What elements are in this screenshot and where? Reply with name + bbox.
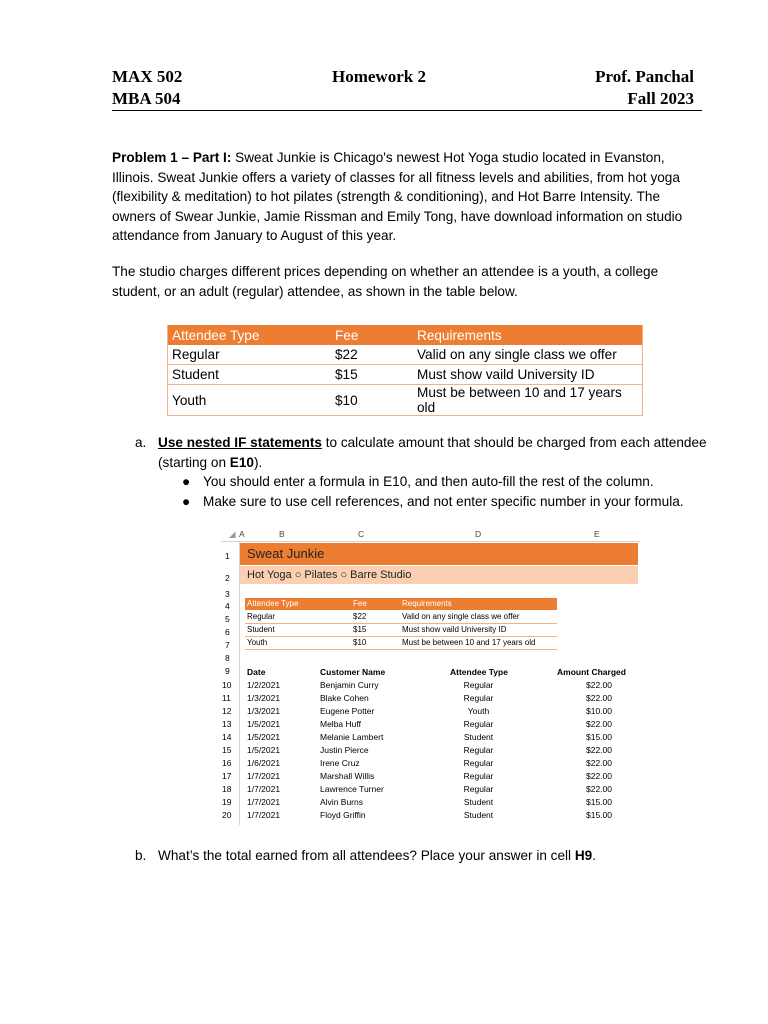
fee-cell: $10 <box>331 385 413 416</box>
row-number: 14 <box>222 732 232 742</box>
fee-header-requirements: Requirements <box>413 325 643 345</box>
data-cell: Justin Pierce <box>320 745 369 755</box>
column-header: B <box>279 529 285 539</box>
fee-header-type: Attendee Type <box>168 325 332 345</box>
task-a-text-2: ). <box>253 455 263 470</box>
data-cell: Alvin Burns <box>320 797 363 807</box>
data-cell: 1/3/2021 <box>247 706 281 716</box>
problem-intro <box>112 148 702 246</box>
sheet-fee-cell: Youth <box>247 638 268 647</box>
bullet-icon: ● <box>182 474 191 489</box>
problem-intro-text: Sweat Junkie is Chicago's newest Hot Yoga studio located in Evanston, Illinois. Sweat Junkie offers a variety of classes for all fitness levels and abilities, from hot yoga (flexibility & meditation) to hot pilates (strength & conditioning), and Hot Barre Intensity. The owners of Swear Junkie, Jamie Rissman and Emily Tong, have download information on studio attendance from January to August of this year. <box>112 150 683 243</box>
task-b-cell: H9 <box>574 848 593 863</box>
task-a-emphasis: Use nested IF statements <box>158 435 322 450</box>
data-cell: 1/7/2021 <box>247 810 281 820</box>
task-a <box>135 433 715 475</box>
data-cell: 1/7/2021 <box>247 784 281 794</box>
data-cell: Regular <box>463 758 494 768</box>
pricing-paragraph: The studio charges different prices depending on whether an attendee is a youth, a college student, or an adult (regular) attendee, as shown in the table below. <box>112 264 659 299</box>
task-b-text <box>158 846 718 866</box>
row-number: 8 <box>225 653 230 663</box>
fee-cell: Regular <box>168 345 332 365</box>
data-cell: Regular <box>463 771 494 781</box>
data-cell: Melanie Lambert <box>320 732 384 742</box>
document-title: Homework 2 <box>332 67 426 86</box>
sheet-fee-header-cell: Requirements <box>402 599 452 608</box>
fee-cell: Youth <box>168 385 332 416</box>
column-header: C <box>358 529 365 539</box>
data-cell: 1/7/2021 <box>247 797 281 807</box>
data-cell: Lawrence Turner <box>320 784 384 794</box>
row-number: 20 <box>222 810 232 820</box>
data-cell: Blake Cohen <box>320 693 369 703</box>
table-row <box>168 385 643 416</box>
row-number: 11 <box>222 693 231 703</box>
data-cell: Eugene Potter <box>320 706 375 716</box>
sheet-fee-cell: $15 <box>353 625 367 634</box>
row-number: 9 <box>225 666 230 676</box>
row-number: 2 <box>225 573 230 583</box>
row-number: 15 <box>222 745 232 755</box>
row-number: 17 <box>222 771 232 781</box>
data-cell: Regular <box>463 745 494 755</box>
bullet-icon: ● <box>182 494 191 509</box>
sheet-fee-header-cell: Attendee Type <box>247 599 299 608</box>
task-b <box>135 846 715 866</box>
sheet-fee-cell: $22 <box>353 612 367 621</box>
sheet-fee-cell: Student <box>247 625 275 634</box>
data-cell: Youth <box>467 706 490 716</box>
header-divider <box>112 110 702 111</box>
row-number: 4 <box>225 601 230 611</box>
data-cell: Student <box>463 732 494 742</box>
fee-cell: $22 <box>331 345 413 365</box>
task-a-text-1: to calculate amount that should be charged from each attendee (starting on <box>158 435 707 470</box>
data-cell: $15.00 <box>586 810 612 820</box>
sheet-title: Sweat Junkie <box>247 546 325 561</box>
row-number: 18 <box>222 784 232 794</box>
data-cell: $22.00 <box>586 745 612 755</box>
data-cell: 1/5/2021 <box>247 719 281 729</box>
data-cell: Regular <box>463 719 494 729</box>
row-number: 3 <box>225 589 230 599</box>
data-cell: 1/7/2021 <box>247 771 281 781</box>
data-cell: Floyd Griffin <box>320 810 366 820</box>
data-cell: Irene Cruz <box>320 758 360 768</box>
professor-name: Prof. Panchal <box>595 67 694 86</box>
task-a-text <box>158 433 718 473</box>
course-code-1: MAX 502 <box>112 67 183 86</box>
fee-cell: Student <box>168 365 332 385</box>
fee-header-fee: Fee <box>331 325 413 345</box>
row-number: 7 <box>225 640 230 650</box>
data-cell: $22.00 <box>586 771 612 781</box>
bullet-text: Make sure to use cell references, and not enter specific number in your formula. <box>203 494 684 509</box>
data-cell: Benjamin Curry <box>320 680 379 690</box>
task-a-marker: a. <box>135 435 147 450</box>
data-cell: 1/3/2021 <box>247 693 281 703</box>
column-header: D <box>475 529 482 539</box>
data-cell: $22.00 <box>586 784 612 794</box>
data-cell: 1/5/2021 <box>247 732 281 742</box>
row-number: 13 <box>222 719 232 729</box>
data-header-customer: Customer Name <box>320 667 386 677</box>
data-cell: $22.00 <box>586 680 612 690</box>
row-number: 19 <box>222 797 232 807</box>
column-header-row <box>221 527 640 542</box>
data-cell: $10.00 <box>586 706 612 716</box>
fee-cell: Must be between 10 and 17 years old <box>413 385 643 416</box>
fee-table-header <box>168 325 643 345</box>
sheet-fee-header-cell: Fee <box>353 599 367 608</box>
data-cell: Regular <box>463 784 494 794</box>
data-cell: $22.00 <box>586 758 612 768</box>
sheet-fee-cell: Regular <box>247 612 276 621</box>
sheet-fee-header <box>245 598 557 610</box>
data-cell: Student <box>463 810 494 820</box>
table-row <box>245 611 557 624</box>
sheet-fee-cell: Must show vaild University ID <box>402 625 507 634</box>
select-all-corner-icon: ◢ <box>229 529 236 539</box>
row-number: 12 <box>222 706 232 716</box>
row-number: 5 <box>225 614 230 624</box>
row-number: 16 <box>222 758 232 768</box>
fee-cell: $15 <box>331 365 413 385</box>
data-cell: $22.00 <box>586 693 612 703</box>
task-b-marker: b. <box>135 848 147 863</box>
table-row <box>245 637 557 650</box>
column-header: A <box>239 529 245 539</box>
term: Fall 2023 <box>627 89 694 108</box>
task-a-cell: E10 <box>229 455 254 470</box>
data-cell: Regular <box>463 680 494 690</box>
table-row <box>168 365 643 385</box>
row-number: 6 <box>225 627 230 637</box>
fee-cell: Must show vaild University ID <box>413 365 643 385</box>
row-number: 10 <box>222 680 232 690</box>
row-number: 1 <box>225 551 230 561</box>
data-header-type: Attendee Type <box>450 667 508 677</box>
course-code-2: MBA 504 <box>112 89 181 108</box>
bullet-text: You should enter a formula in E10, and then auto-fill the rest of the column. <box>203 474 654 489</box>
sheet-fee-cell: Must be between 10 and 17 years old <box>402 638 536 647</box>
data-cell: Marshall Willis <box>320 771 375 781</box>
table-row <box>168 345 643 365</box>
sheet-fee-cell: Valid on any single class we offer <box>402 612 520 621</box>
data-cell: $22.00 <box>586 719 612 729</box>
data-cell: 1/2/2021 <box>247 680 281 690</box>
data-cell: Regular <box>463 693 494 703</box>
data-header-amount: Amount Charged <box>557 667 626 677</box>
fee-table <box>167 325 643 416</box>
data-cell: $15.00 <box>586 732 612 742</box>
data-cell: 1/6/2021 <box>247 758 281 768</box>
data-header-date: Date <box>247 667 266 677</box>
task-b-text-1: What’s the total earned from all attendees? Place your answer in cell <box>158 848 575 863</box>
task-b-end: . <box>592 848 597 863</box>
fee-cell: Valid on any single class we offer <box>413 345 643 365</box>
data-cell: Melba Huff <box>320 719 361 729</box>
data-cell: 1/5/2021 <box>247 745 281 755</box>
data-cell: $15.00 <box>586 797 612 807</box>
column-header: E <box>594 529 600 539</box>
sheet-subtitle: Hot Yoga ○ Pilates ○ Barre Studio <box>247 569 412 581</box>
table-row <box>245 624 557 637</box>
data-cell: Student <box>463 797 494 807</box>
sheet-fee-cell: $10 <box>353 638 367 647</box>
problem-heading: Problem 1 – Part I: <box>112 150 232 165</box>
